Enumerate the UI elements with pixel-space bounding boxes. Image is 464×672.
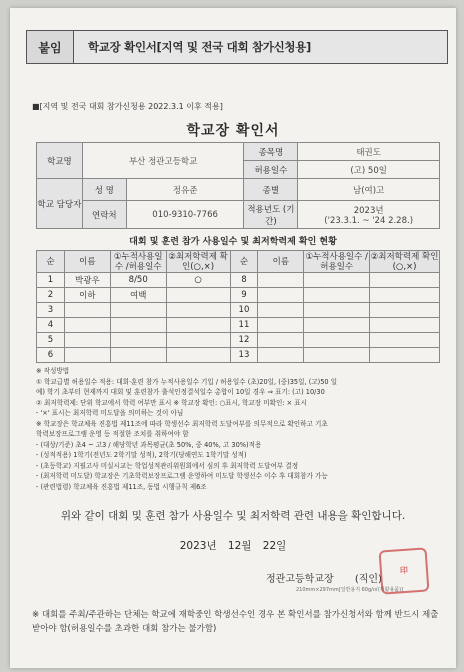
- school-name-value: 부산 정관고등학교: [82, 143, 244, 179]
- cell-days: [110, 333, 166, 348]
- cell-academic: [166, 333, 230, 348]
- issue-date: 2023년 12월 22일: [179, 540, 287, 552]
- period-year: 2023년: [353, 205, 384, 216]
- event-label: 종목명: [244, 143, 298, 161]
- cell-academic: [370, 333, 440, 348]
- attachment-title: 학교장 확인서[지역 및 전국 대회 참가신청용]: [74, 31, 447, 63]
- cell-days: 여백: [110, 288, 166, 303]
- footer-note: ※ 대회를 주최/주관하는 단체는 학교에 재학중인 학생선수인 경우 본 확인서를 참가신청서와 함께 반드시 제출받아야 함(허용일수를 초과한 대회 참가는 불가함): [32, 610, 439, 634]
- signatory-name: 정관고등학교장: [266, 574, 334, 585]
- usage-table: [36, 250, 440, 363]
- attachment-label: 붙임: [27, 31, 74, 63]
- instruction-line: 학력보장프로그램 운영 등 적절한 조치를 취하여야 함: [36, 430, 189, 438]
- cell-no: 12: [230, 333, 258, 348]
- cell-academic: [166, 348, 230, 363]
- cell-days: [304, 273, 370, 288]
- contact-value: 010-9310-7766: [126, 201, 244, 229]
- cell-name: [64, 303, 110, 318]
- cell-days: [304, 348, 370, 363]
- allowed-days-value: (고) 50일: [298, 161, 440, 179]
- col-days-right: ①누적사용일수 /허용일수: [305, 251, 368, 272]
- instruction-line: - (관련법령) 학교체육 진흥법 제11조, 동법 시행규칙 제6조: [36, 482, 207, 491]
- instruction-line: ② 최저학력제: 단위 학교에서 학력 여부만 표시 ※ 학교장 확인: ○표시, 학교장 미확인: × 표시: [36, 398, 308, 407]
- cell-no: 9: [230, 288, 258, 303]
- cell-name: [64, 348, 110, 363]
- cell-no: 13: [230, 348, 258, 363]
- cell-academic: [370, 348, 440, 363]
- cell-no: 8: [230, 273, 258, 288]
- document-page: [10, 8, 456, 668]
- cell-academic: [166, 318, 230, 333]
- school-name-label: 학교명: [37, 143, 83, 179]
- col-name-right: 이름: [258, 251, 304, 273]
- table-row: [37, 303, 440, 318]
- table-row: [37, 333, 440, 348]
- cell-academic: [166, 303, 230, 318]
- instruction-line: - (대상/기준) 초4 ~ 고3 / 해당학년 과목평균(초 50%, 중 40%, 고 30%)적용: [36, 440, 262, 449]
- usage-section-title: 대회 및 훈련 참가 사용일수 및 최저학력제 확인 현황: [129, 237, 337, 247]
- staff-name-label: 성 명: [82, 179, 126, 201]
- col-no: 순: [37, 251, 65, 273]
- attachment-header: [26, 30, 448, 64]
- cell-academic: [370, 273, 440, 288]
- cell-no: 1: [37, 273, 65, 288]
- staff-name-value: 정유준: [126, 179, 244, 201]
- cell-no: 4: [37, 318, 65, 333]
- instruction-line: - (초등학교) 지필고사 미실시교는 학업성적관리위원회에서 심의 후 최저학력 도달여부 결정: [36, 461, 299, 470]
- cell-days: 8/50: [110, 273, 166, 288]
- col-days: ①누적사용일수 /허용일수: [110, 251, 166, 273]
- instruction-line: - (최저학력 미도달) 학교장은 기초학력보장프로그램 운영하여 미도달 학생선수 이수 후 대회참가 가능: [36, 472, 328, 480]
- instruction-line: ※ 작성방법: [36, 367, 70, 375]
- cell-name: [64, 318, 110, 333]
- col-no-right: 순: [230, 251, 258, 273]
- cell-no: 6: [37, 348, 65, 363]
- cell-no: 2: [37, 288, 65, 303]
- instruction-line: ① 학교급별 허용일수 적용: 대회·훈련 참가 누적사용일수 기입 / 허용일수 (초)20일, (중)35일, (고)50 일: [36, 377, 338, 386]
- category-label: 종별: [244, 179, 298, 201]
- instruction-line: ※ 학교장은 학교체육 진흥법 제11조에 따라 학생선수 최저학력 도달여부를 의무적으로 확인하고 기초: [36, 419, 328, 428]
- signatory: [266, 570, 382, 585]
- cell-name: [64, 333, 110, 348]
- cell-name: [258, 288, 304, 303]
- contact-label: 연락처: [82, 201, 126, 229]
- cell-days: [304, 333, 370, 348]
- table-row: [37, 348, 440, 363]
- table-row: [37, 288, 440, 303]
- document-title: 학교장 확인서: [186, 123, 280, 139]
- applicability-note: ■[지역 및 전국 대회 참가신청용 2022.3.1 이후 적용]: [32, 102, 223, 111]
- event-value: 태권도: [298, 143, 440, 161]
- cell-name: [258, 333, 304, 348]
- cell-days: [304, 303, 370, 318]
- confirmation-statement: 위와 같이 대회 및 훈련 참가 사용일수 및 최저학력 관련 내용을 확인합니다.: [60, 510, 406, 522]
- cell-name: 이하: [64, 288, 110, 303]
- cell-academic: [370, 288, 440, 303]
- period-value: [298, 201, 440, 229]
- col-academic: ②최저학력제 확인(○,×): [166, 251, 230, 273]
- table-row: [37, 318, 440, 333]
- cell-days: [304, 318, 370, 333]
- seal-stamp-icon: 印: [399, 565, 409, 576]
- cell-no: 5: [37, 333, 65, 348]
- cell-days: [110, 318, 166, 333]
- cell-days: [304, 288, 370, 303]
- col-name: 이름: [64, 251, 110, 273]
- category-value: 남(여)고: [298, 179, 440, 201]
- cell-academic: [370, 318, 440, 333]
- instruction-line: - '×' 표시는 최저학력 미도달을 의미하는 것이 아님: [36, 409, 184, 417]
- table-row: [37, 273, 440, 288]
- cell-days: [110, 348, 166, 363]
- cell-academic: ○: [166, 273, 230, 288]
- period-range: ('23.3.1. ~ '24 2.28.): [324, 215, 414, 226]
- instruction-line: - (성적적용) 1학기(전년도 2학기말 성적), 2학기(당해연도 1학기말 성적): [36, 451, 247, 459]
- cell-no: 3: [37, 303, 65, 318]
- cell-days: [110, 303, 166, 318]
- cell-name: 박광우: [64, 273, 110, 288]
- school-info-table: [36, 142, 440, 229]
- cell-name: [258, 318, 304, 333]
- staff-label: 학교 담당자: [37, 179, 83, 229]
- cell-name: [258, 273, 304, 288]
- cell-no: 10: [230, 303, 258, 318]
- allowed-days-label: 허용일수: [244, 161, 298, 179]
- instructions: [36, 366, 442, 492]
- cell-no: 11: [230, 318, 258, 333]
- seal-label: (직인): [354, 574, 382, 585]
- cell-academic: [370, 303, 440, 318]
- period-label: 적용년도 (기간): [244, 201, 298, 229]
- cell-academic: [166, 288, 230, 303]
- cell-name: [258, 348, 304, 363]
- col-academic-right: ②최저학력제 확인(○,×): [370, 251, 439, 272]
- paper-size-note: 210mm×297mm[일반용지 60g/㎡(재활용품)]: [296, 587, 404, 593]
- instruction-line: 예) 학기 초부터 현재까지 대회 및 훈련참가 출석인정결석일수 총합이 10일 경우 ⇒ 표기: (고) 10/30: [36, 388, 325, 396]
- cell-name: [258, 303, 304, 318]
